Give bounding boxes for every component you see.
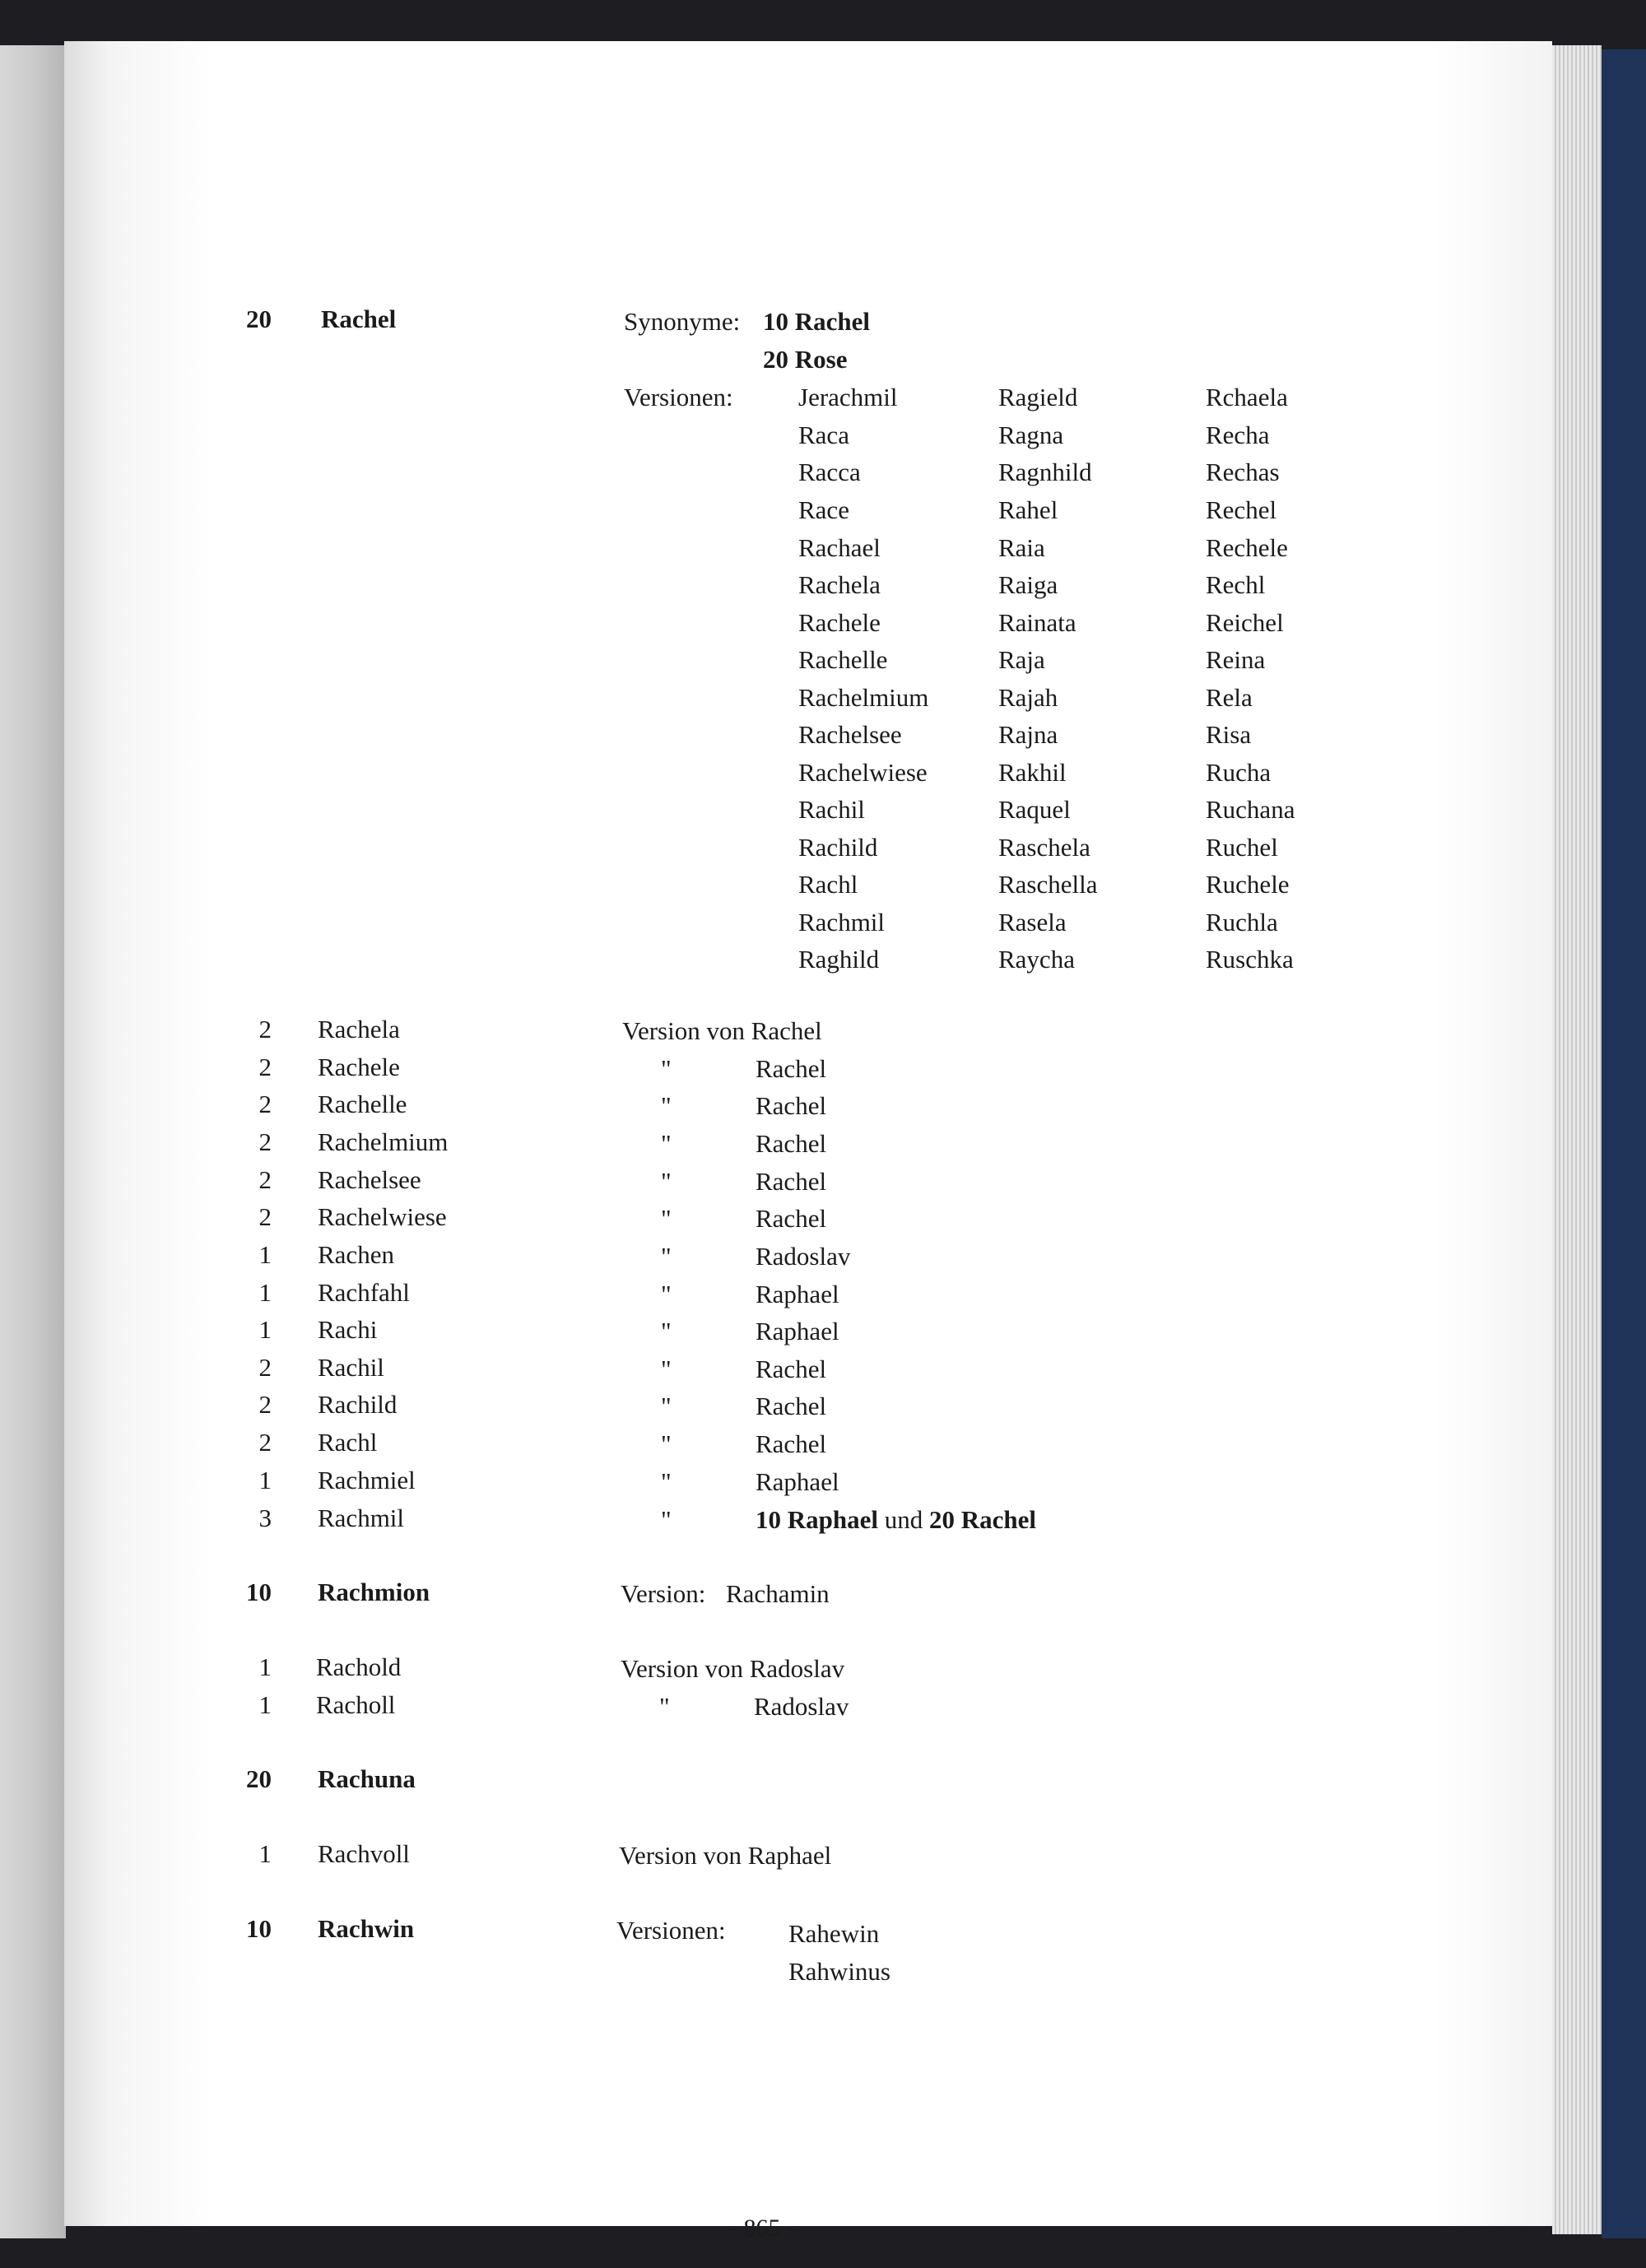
entry-target: 20 Rose: [763, 345, 848, 374]
version-name: Rachmil: [798, 908, 886, 936]
entry-name: Rachvoll: [318, 1839, 410, 1868]
version-name: Rachelmium: [798, 683, 929, 712]
entry-relation: Version von Rachel: [622, 1016, 822, 1045]
entry-target: Radoslav: [754, 1692, 849, 1721]
ditto-mark: ": [661, 1129, 672, 1158]
entry-target: Rahwinus: [788, 1957, 890, 1986]
ditto-mark: ": [661, 1204, 672, 1233]
entry-count: 1: [258, 1278, 272, 1307]
entry-name: Rachfahl: [318, 1278, 410, 1307]
entry-count: 3: [258, 1503, 272, 1532]
entry-target: 10 Raphael: [756, 1505, 878, 1534]
entry-count: 2: [258, 1202, 272, 1231]
version-name: Rechele: [1206, 533, 1288, 562]
entry-name: Rachold: [316, 1652, 402, 1681]
entry-relation: Version:: [621, 1579, 706, 1608]
entry-count: 2: [258, 1165, 272, 1194]
version-name: Ruchele: [1206, 870, 1290, 899]
entry-count: 2: [258, 1015, 272, 1043]
entry-target: Rachel: [756, 1392, 827, 1420]
version-name: Raycha: [998, 945, 1075, 974]
entry-relation: Versionen:: [616, 1916, 726, 1945]
entry-name: Rachwin: [318, 1914, 415, 1943]
version-name: Rechel: [1206, 495, 1277, 524]
version-name: Rahel: [998, 495, 1058, 524]
entry-name: Rachelle: [318, 1090, 407, 1118]
entry-count: 1: [258, 1690, 272, 1719]
version-name: Rechas: [1206, 458, 1280, 486]
version-name: Rachael: [798, 533, 881, 562]
ditto-mark: ": [661, 1317, 672, 1345]
version-name: Rechl: [1206, 570, 1266, 599]
entry-target: Rachel: [756, 1355, 827, 1383]
entry-count: 2: [258, 1390, 272, 1419]
entry-count: 2: [258, 1353, 272, 1382]
ditto-mark: ": [661, 1242, 672, 1271]
version-name: Rchaela: [1206, 383, 1288, 411]
entry-name: Rachelwiese: [318, 1202, 447, 1231]
entry-target: Raphael: [756, 1280, 839, 1308]
ditto-mark: ": [661, 1054, 672, 1083]
entry-count: 2: [258, 1127, 272, 1156]
entry-name: Rachelsee: [318, 1165, 421, 1194]
entry-relation: Synonyme:: [624, 307, 741, 336]
entry-name: Rachel: [321, 304, 397, 333]
facing-page-edge: [0, 45, 66, 2238]
entry-name: Rachild: [318, 1390, 398, 1419]
entry-count: 1: [258, 1315, 272, 1344]
entry-target: Rachel: [756, 1129, 827, 1158]
ditto-mark: ": [661, 1467, 672, 1496]
ditto-mark: ": [661, 1392, 672, 1420]
entry-target: Rachel: [756, 1429, 827, 1458]
version-name: Rucha: [1206, 758, 1272, 787]
page-number: - 865 -: [729, 2215, 795, 2242]
entry-name: Rachmiel: [318, 1466, 416, 1494]
version-name: Jerachmil: [798, 383, 898, 411]
version-name: Ragield: [998, 383, 1078, 411]
entry-target: Raphael: [756, 1467, 839, 1496]
ditto-mark: ": [661, 1167, 672, 1196]
entry-name: Rachmion: [318, 1578, 430, 1606]
entry-count: 1: [258, 1652, 272, 1681]
entry-count: 2: [258, 1428, 272, 1457]
entry-name: Racholl: [316, 1690, 396, 1719]
entry-name: Rachil: [318, 1353, 384, 1382]
ditto-mark: ": [661, 1280, 672, 1308]
version-name: Racca: [798, 458, 861, 486]
version-name: Rajna: [998, 720, 1058, 749]
entry-relation: Version von Radoslav: [621, 1654, 845, 1683]
version-name: Raschella: [998, 870, 1098, 899]
entry-target: 20 Rachel: [929, 1505, 1037, 1534]
entry-count: 1: [258, 1240, 272, 1269]
conjunction: und: [884, 1505, 923, 1534]
ditto-mark: ": [661, 1505, 672, 1534]
version-name: Recha: [1206, 421, 1270, 449]
entry-target: Rachel: [756, 1204, 827, 1233]
version-name: Rajah: [998, 683, 1058, 712]
entry-target: Rachel: [756, 1167, 827, 1196]
entry-name: Rachela: [318, 1015, 400, 1043]
entry-name: Rachi: [318, 1315, 378, 1344]
entry-target: Radoslav: [756, 1242, 851, 1271]
entry-name: Rachl: [318, 1428, 378, 1457]
entry-count: 2: [258, 1090, 272, 1118]
entry-target: Rachamin: [726, 1579, 830, 1608]
version-name: Rela: [1206, 683, 1253, 712]
entry-target: Rachel: [756, 1091, 827, 1120]
version-name: Reina: [1206, 645, 1266, 674]
entry-name: Rachuna: [318, 1764, 416, 1793]
entry-target: Rachel: [756, 1054, 827, 1083]
entry-target: Rahewin: [788, 1919, 880, 1948]
ditto-mark: ": [661, 1355, 672, 1383]
entry-count: 2: [258, 1053, 272, 1081]
version-name: Rasela: [998, 908, 1067, 936]
version-name: Raghild: [798, 945, 880, 974]
entry-count: 1: [258, 1466, 272, 1494]
entry-name: Rachmil: [318, 1503, 405, 1532]
version-name: Race: [798, 495, 849, 524]
entry-count: 20: [246, 304, 272, 333]
version-name: Rainata: [998, 608, 1076, 637]
version-name: Raca: [798, 421, 849, 449]
entry-target: 10 Rachel: [763, 307, 871, 336]
entry-name: Rachen: [318, 1240, 394, 1269]
ditto-mark: ": [661, 1091, 672, 1120]
version-name: Rachild: [798, 833, 878, 862]
entry-target: Raphael: [756, 1317, 839, 1345]
entry-relation: Versionen:: [624, 383, 733, 411]
book-cover: [1602, 49, 1646, 2238]
entry-relation: Version von Raphael: [619, 1841, 832, 1870]
page-block-edge: [1552, 45, 1602, 2234]
version-name: Ruchana: [1206, 795, 1295, 824]
version-name: Ragnhild: [998, 458, 1092, 486]
version-name: Raiga: [998, 570, 1058, 599]
page: [64, 41, 1552, 2242]
version-name: Raja: [998, 645, 1045, 674]
version-name: Rachil: [798, 795, 865, 824]
entry-count: 1: [258, 1839, 272, 1868]
version-name: Rachelsee: [798, 720, 902, 749]
entry-name: Rachele: [318, 1053, 400, 1081]
version-name: Ruchel: [1206, 833, 1278, 862]
version-name: Rachelle: [798, 645, 888, 674]
entry-count: 10: [246, 1914, 272, 1943]
version-name: Rachele: [798, 608, 881, 637]
version-name: Risa: [1206, 720, 1252, 749]
version-name: Reichel: [1206, 608, 1284, 637]
entry-target-multi: [756, 1507, 1036, 1532]
version-name: Rachelwiese: [798, 758, 928, 787]
version-name: Rachela: [798, 570, 881, 599]
version-name: Ragna: [998, 421, 1064, 449]
ditto-mark: ": [661, 1429, 672, 1458]
version-name: Raquel: [998, 795, 1071, 824]
version-name: Raschela: [998, 833, 1090, 862]
entry-count: 20: [246, 1764, 272, 1793]
entry-name: Rachelmium: [318, 1127, 449, 1156]
ditto-mark: ": [659, 1692, 670, 1721]
version-name: Ruschka: [1206, 945, 1294, 974]
version-name: Raia: [998, 533, 1045, 562]
version-name: Rakhil: [998, 758, 1067, 787]
version-name: Ruchla: [1206, 908, 1278, 936]
version-name: Rachl: [798, 870, 858, 899]
entry-count: 10: [246, 1578, 272, 1606]
